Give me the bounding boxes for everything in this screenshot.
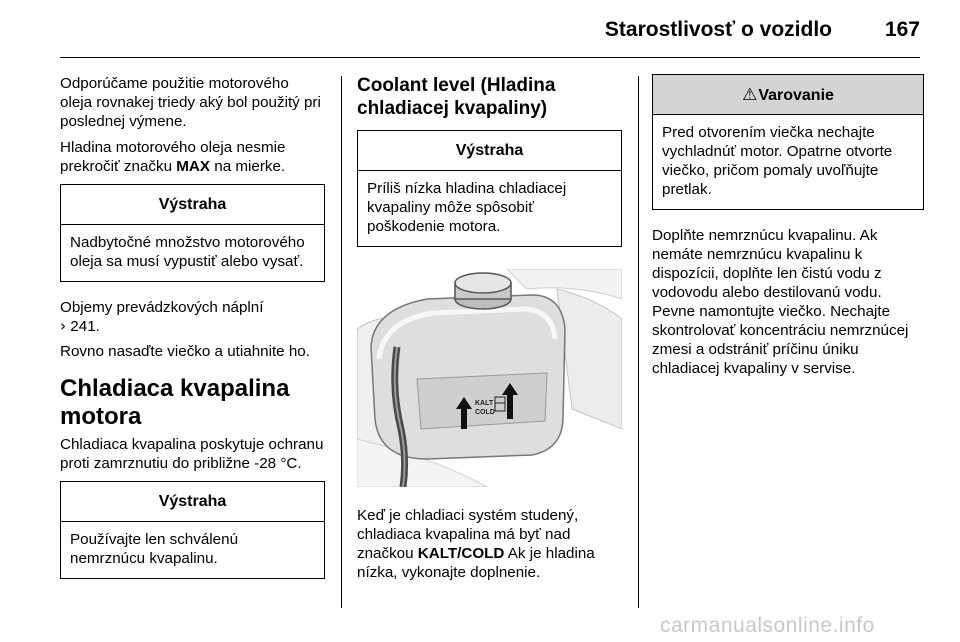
column-right [652, 74, 924, 385]
warning-box [357, 130, 622, 247]
warning-title: Výstraha [358, 131, 621, 171]
paragraph: Objemy prevádzkových náplní › 241. [60, 299, 264, 335]
coolant-reservoir-illustration [357, 269, 622, 487]
warning-body: Nadbytočné množstvo motorového oleja sa musí vypustiť alebo vysať. [70, 234, 305, 270]
paragraph: Keď je chladiaci systém studený, chladiaca kvapalina má byť nad značkou KALT/COLD Ak je hladina nízka, vykonajte doplnenie. [357, 507, 595, 581]
watermark: carmanualsonline.info [660, 614, 875, 637]
warning-triangle-icon: ⚠ [742, 85, 758, 105]
paragraph: Rovno nasaďte viečko a utiahnite ho. [60, 343, 310, 360]
page-header [60, 0, 920, 58]
danger-box [652, 74, 924, 210]
paragraph: Chladiaca kvapalina poskytuje ochranu proti zamrznutiu do približne -28 °C. [60, 436, 324, 472]
warning-body: Príliš nízka hladina chladiacej kvapaliny môže spôsobiť poškodenie motora. [367, 180, 567, 235]
paragraph: Doplňte nemrznúcu kvapalinu. Ak nemáte nemrznúcu kvapalinu k dispozícii, doplňte len čistú vodu z vodovodu alebo destilovanú vodu. Pevne namontujte viečko. Nechajte skontrolovať koncentráciu nemrznúcej zmesi a odstrániť príčinu úniku chladiacej kvapaliny v servise. [652, 227, 909, 377]
warning-box [60, 481, 325, 579]
column-middle [357, 74, 622, 589]
kalt-cold-mark: KALT/COLD [417, 545, 505, 562]
page-reference: 241. [66, 318, 100, 335]
column-left [60, 74, 325, 595]
paragraph: Hladina motorového oleja nesmie prekročiť značku MAX na mierke. [60, 139, 286, 175]
header-title: Starostlivosť o vozidlo [604, 18, 832, 41]
page-number: 167 [884, 18, 920, 41]
warning-box [60, 184, 325, 282]
warning-title: Výstraha [61, 185, 324, 225]
section-heading: Coolant level (Hladina chladiacej kvapaliny) [357, 75, 556, 119]
kalt-label: KALT [475, 400, 494, 407]
cold-label: COLD [475, 409, 495, 416]
column-divider [638, 76, 639, 608]
max-mark: MAX [176, 158, 211, 175]
paragraph: Odporúčame použitie motorového oleja rovnakej triedy aký bol použitý pri poslednej výmene. [60, 75, 321, 130]
section-heading: Chladiaca kvapalina motora [60, 375, 290, 430]
column-divider [341, 76, 342, 608]
warning-title: Výstraha [61, 482, 324, 522]
danger-title: ⚠Varovanie [653, 75, 923, 115]
reference-arrow-icon: › [60, 317, 67, 335]
danger-body: Pred otvorením viečka nechajte vychladnúť motor. Opatrne otvorte viečko, pričom pomaly uvoľňujte pretlak. [662, 124, 893, 198]
warning-body: Používajte len schválenú nemrznúcu kvapalinu. [70, 531, 239, 567]
